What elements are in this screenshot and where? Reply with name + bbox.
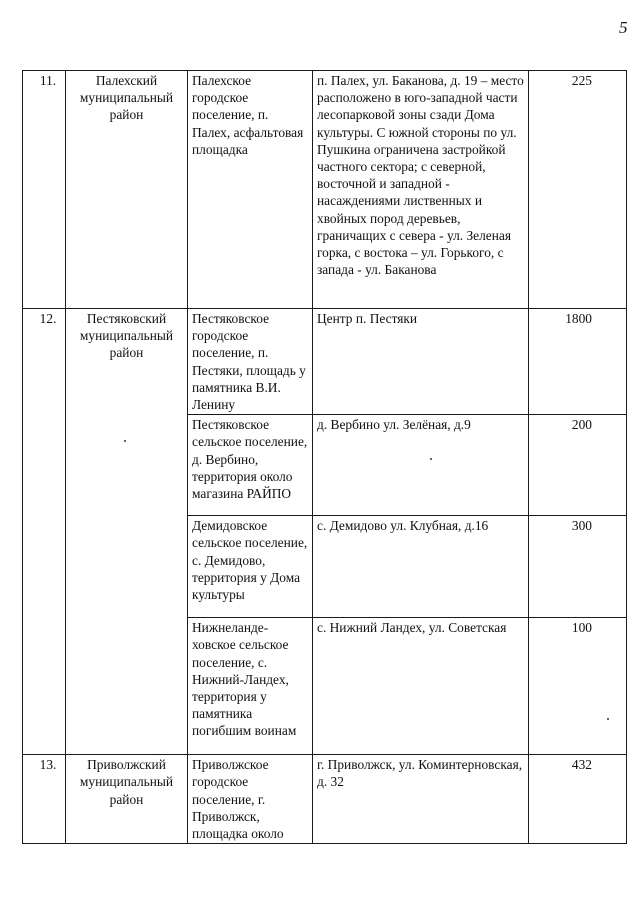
settlement-cell: Пестяковское городское поселение, п. Пестяки, площадь у памятника В.И. Ленину — [188, 309, 313, 415]
area-cell: 1800 — [529, 309, 627, 415]
page-number: 5 — [619, 18, 628, 37]
settlement-cell: Пестяковское сельское поселение, д. Вербино, территория около магазина РАЙПО — [188, 415, 313, 516]
area-cell: 225 — [529, 71, 627, 309]
area-cell: 100 — [529, 618, 627, 755]
address-cell: д. Вербино ул. Зелёная, д.9 — [313, 415, 529, 516]
scan-speck — [607, 718, 609, 720]
scan-speck — [430, 458, 432, 460]
scan-speck — [124, 440, 126, 442]
address-cell: с. Демидово ул. Клубная, д.16 — [313, 516, 529, 618]
table-row — [23, 755, 627, 844]
row-number: 11. — [23, 71, 66, 309]
settlement-cell: Приволжское городское поселение, г. Приволжск, площадка около — [188, 755, 313, 844]
address-cell: Центр п. Пестяки — [313, 309, 529, 415]
settlement-cell: Демидовское сельское поселение, с. Демидово, территория у Дома культуры — [188, 516, 313, 618]
sites-table — [22, 70, 627, 844]
area-cell: 432 — [529, 755, 627, 844]
table-row — [23, 309, 627, 415]
table-row — [23, 71, 627, 309]
row-number: 13. — [23, 755, 66, 844]
row-number: 12. — [23, 309, 66, 755]
settlement-cell: Палехское городское поселение, п. Палех, асфальтовая площадка — [188, 71, 313, 309]
area-cell: 300 — [529, 516, 627, 618]
district-name: Приволжский муниципальный район — [66, 755, 188, 844]
address-cell: г. Приволжск, ул. Коминтерновская, д. 32 — [313, 755, 529, 844]
area-cell: 200 — [529, 415, 627, 516]
district-name: Палехский муниципальный район — [66, 71, 188, 309]
settlement-cell: Нижнеланде-ховское сельское поселение, с. Нижний-Ландех, территория у памятника погибшим воинам — [188, 618, 313, 755]
address-cell: п. Палех, ул. Баканова, д. 19 – место расположено в юго-западной части лесопарковой зоны сзади Дома культуры. С южной стороны по ул. Пушкина ограничена застройкой частного сектора; с северной, восточной и западной - насаждениями лиственных и хвойных пород деревьев, граничащих с севера - ул. Зеленая горка, с востока – ул. Горького, с запада - ул. Баканова — [313, 71, 529, 309]
district-name: Пестяковский муниципальный район — [66, 309, 188, 755]
address-cell: с. Нижний Ландех, ул. Советская — [313, 618, 529, 755]
